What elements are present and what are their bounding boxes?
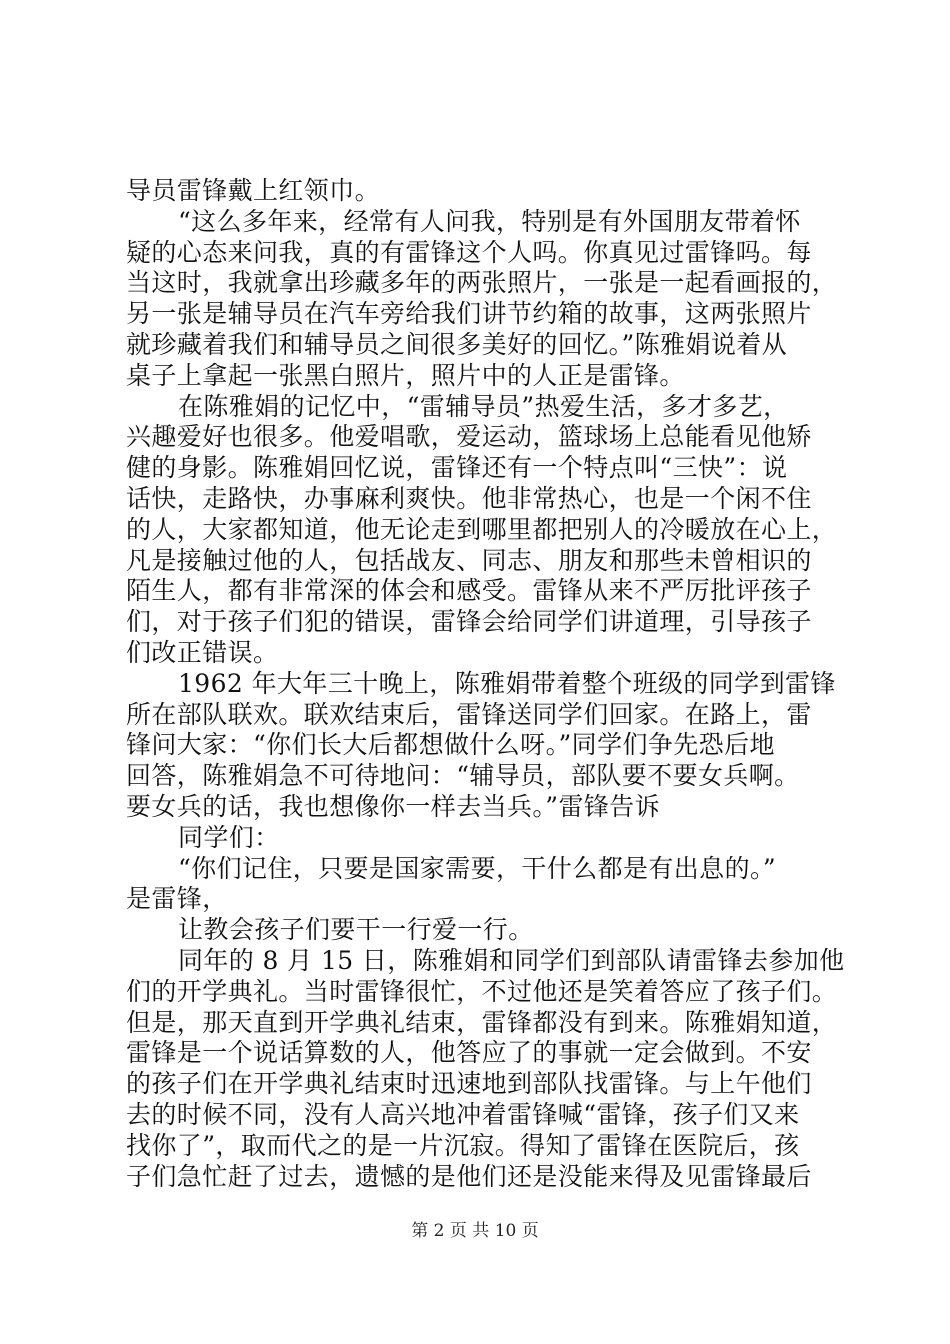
text-line: 的人，大家都知道，他无论走到哪里都把别人的冷暖放在心上， xyxy=(126,514,838,544)
text-line: 健的身影。陈雅娟回忆说，雷锋还有一个特点叫“三快”：说 xyxy=(126,453,788,483)
text-line: 话快，走路快，办事麻利爽快。他非常热心，也是一个闲不住 xyxy=(126,483,812,513)
text-line: 另一张是辅导员在汽车旁给我们讲节约箱的故事，这两张照片 xyxy=(126,299,812,329)
text-line: 就珍藏着我们和辅导员之间很多美好的回忆。”陈雅娟说着从 xyxy=(126,329,788,359)
text-line: 同学们： xyxy=(178,822,280,852)
text-line: 雷锋是一个说话算数的人，他答应了的事就一定会做到。不安 xyxy=(126,1038,812,1068)
text-line: 疑的心态来问我，真的有雷锋这个人吗。你真见过雷锋吗。每 xyxy=(126,237,812,267)
text-line: 当这时，我就拿出珍藏多年的两张照片，一张是一起看画报的， xyxy=(126,268,838,298)
text-line: 子们急忙赶了过去，遗憾的是他们还是没能来得及见雷锋最后 xyxy=(126,1161,812,1191)
text-line: 要女兵的话，我也想像你一样去当兵。”雷锋告诉 xyxy=(126,791,661,821)
page-footer: 第 2 页 共 10 页 xyxy=(411,1221,539,1241)
text-line: 们的开学典礼。当时雷锋很忙，不过他还是笑着答应了孩子们。 xyxy=(126,976,838,1006)
text-line: 们，对于孩子们犯的错误，雷锋会给同学们讲道理，引导孩子 xyxy=(126,607,812,637)
text-line: “这么多年来，经常有人问我，特别是有外国朋友带着怀 xyxy=(178,206,801,236)
text-line: 但是，那天直到开学典礼结束，雷锋都没有到来。陈雅娟知道， xyxy=(126,1007,838,1037)
text-line: 导员雷锋戴上红领巾。 xyxy=(126,176,381,205)
text-line: 锋问大家：“你们长大后都想做什么呀。”同学们争先恐后地 xyxy=(126,730,775,760)
text-line: 在陈雅娟的记忆中，“雷辅导员”热爱生活，多才多艺， xyxy=(178,391,789,421)
text-line: 同年的 8 月 15 日，陈雅娟和同学们到部队请雷锋去参加他 xyxy=(178,945,845,975)
text-line: “你们记住，只要是国家需要，干什么都是有出息的。” xyxy=(178,853,777,883)
text-line: 让教会孩子们要干一行爱一行。 xyxy=(178,915,534,945)
text-line: 的孩子们在开学典礼结束时迅速地到部队找雷锋。与上午他们 xyxy=(126,1069,812,1099)
text-line: 陌生人，都有非常深的体会和感受。雷锋从来不严厉批评孩子 xyxy=(126,576,812,606)
body-text xyxy=(126,176,845,1192)
text-line: 找你了”，取而代之的是一片沉寂。得知了雷锋在医院后，孩 xyxy=(126,1130,800,1160)
text-line: 凡是接触过他的人，包括战友、同志、朋友和那些未曾相识的 xyxy=(126,545,812,575)
text-line: 回答，陈雅娟急不可待地问：“辅导员，部队要不要女兵啊。 xyxy=(126,761,800,791)
text-line: 桌子上拿起一张黑白照片，照片中的人正是雷锋。 xyxy=(126,360,685,390)
text-line: 兴趣爱好也很多。他爱唱歌，爱运动，篮球场上总能看见他矫 xyxy=(126,422,812,452)
text-line: 们改正错误。 xyxy=(126,637,279,667)
text-line: 是雷锋， xyxy=(126,884,228,914)
text-line: 1962 年大年三十晚上，陈雅娟带着整个班级的同学到雷锋 xyxy=(178,668,836,698)
text-line: 所在部队联欢。联欢结束后，雷锋送同学们回家。在路上，雷 xyxy=(126,699,812,729)
text-line: 去的时候不同，没有人高兴地冲着雷锋喊“雷锋，孩子们又来 xyxy=(126,1099,800,1129)
